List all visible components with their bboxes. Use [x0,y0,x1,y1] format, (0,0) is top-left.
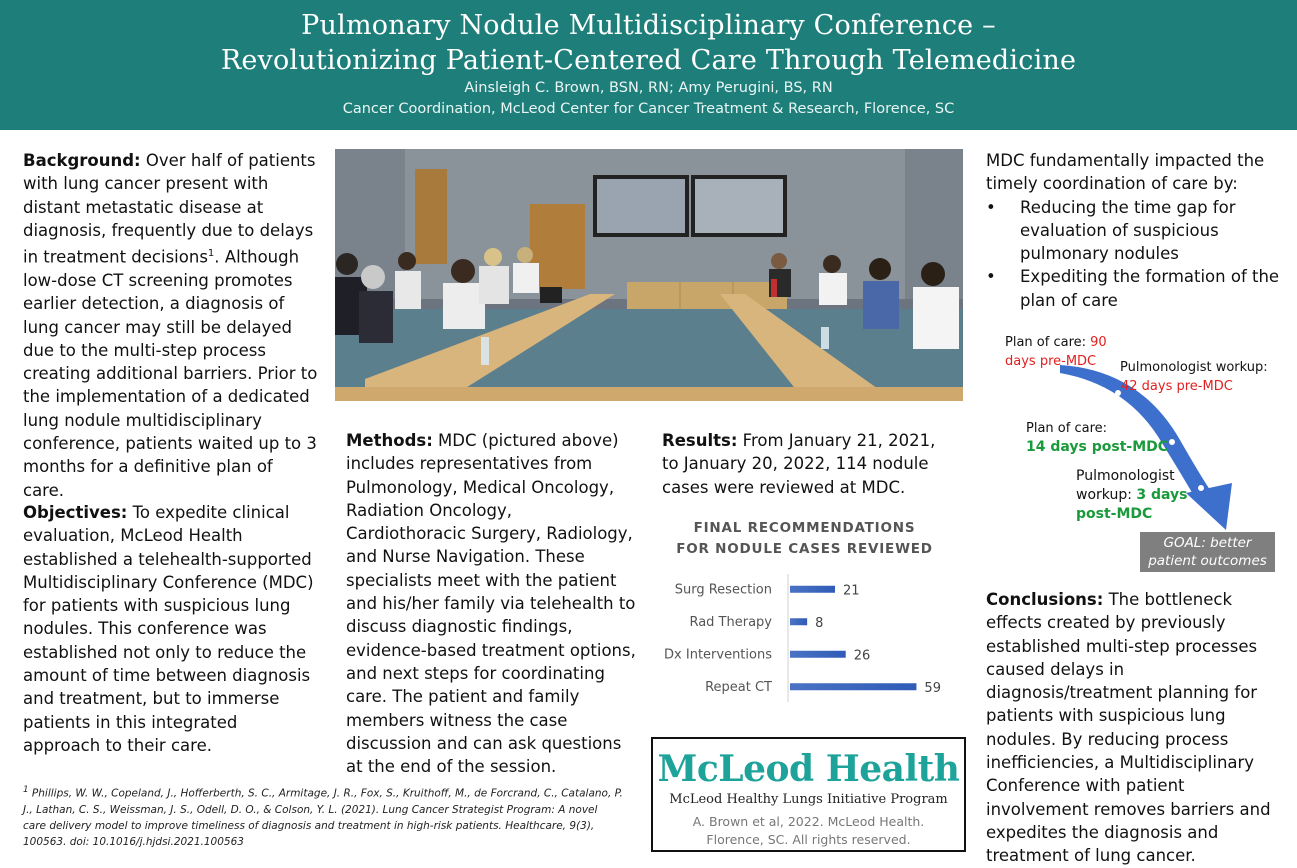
chart-value-label: 26 [853,648,871,664]
chart-bar [790,618,807,625]
background-text-a: Over half of patients with lung cancer present with distant metastatic disease at diagnosis, frequently due to delays in treatment decisions [23,151,316,267]
reference-number: 1 [23,785,29,795]
methods-section [346,429,636,778]
mcleod-logo-box [651,737,966,852]
chart-title-line-1: FINAL RECOMMENDATIONS [693,520,916,536]
objectives-text: To expedite clinical evaluation, McLeod Health established a telehealth-supported Multidisciplinary Conference (MDC) for patients with suspicious lung nodules. This conference was established not only to reduce the amount of time between diagnosis and treatment, but to immerse patients in this integrated approach to their care. [23,503,314,755]
chart-bar [790,586,835,593]
goal-line-2: patient outcomes [1148,553,1267,569]
conclusions-section [986,588,1286,868]
flow-plan-of-care-pre [1005,333,1107,371]
mdc-impact-intro: MDC fundamentally impacted the timely coordination of care by: [986,151,1265,194]
conclusions-text: The bottleneck effects created by previously established multi-step processes caused delays in diagnosis/treatment planning for patients with suspicious lung nodules. By reducing process inefficiencies, a Multidisciplinary Conference with patient involvement removes barriers and expedites the diagnosis and treatment of lung cancer. [986,590,1271,866]
chart-title [662,518,947,560]
chart-category-label: Dx Interventions [664,647,772,663]
chart-bar [790,651,846,658]
chart-title-line-2: FOR NODULE CASES REVIEWED [676,541,933,557]
affiliation: Cancer Coordination, McLeod Center for Cancer Treatment & Research, Florence, SC [342,101,955,117]
authors: Ainsleigh C. Brown, BSN, RN; Amy Perugini, BS, RN [464,80,833,96]
flow-item4-label-a: Pulmonologist [1076,468,1175,484]
mcleod-health-logo: McLeod Health [657,748,960,790]
methods-text: MDC (pictured above) includes representatives from Pulmonology, Medical Oncology, Radiation Oncology, Cardiothoracic Surgery, Radiology, and Nurse Navigation. These specialists meet with the patient and his/her family via telehealth to discuss diagnostic findings, evidence-based treatment options, and next steps for coordinating care. The patient and family members witness the case discussion and can ask questions at the end of the session. [346,431,636,777]
results-text: From January 21, 2021, to January 20, 2022, 114 nodule cases were reviewed at MDC. [662,431,936,497]
flow-item4-value-a: 3 days [1136,487,1188,503]
chart-category-label: Repeat CT [705,679,772,695]
mdc-impact-section [986,149,1286,312]
mdc-impact-bullet: • Reducing the time gap for evaluation of suspicious pulmonary nodules [986,196,1286,266]
flow-plan-of-care-post [1026,419,1168,457]
goal-line-1: GOAL: better [1163,535,1252,551]
reference-text: Phillips, W. W., Copeland, J., Hofferberth, S. C., Armitage, J. R., Fox, S., Kruithoff, M., de Forcrand, C., Catalano, P. J., Lathan, C. S., Weissman, J. S., Odell, D. O., & Colson, Y. L. (2021). Lung Cancer Strategist Program: A novel care delivery model to improve timeliness of diagnosis and treatment in high-risk patients. Healthcare, 9(3), 100563. doi: 10.1016/j.hjdsi.2021.100563 [23,787,623,848]
title-line-1: Pulmonary Nodule Multidisciplinary Conference – [301,10,996,41]
conference-room-photo [335,149,963,401]
chart-value-label: 8 [815,615,824,631]
background-text-b: . Although low-dose CT screening promotes earlier detection, a diagnosis of lung cancer may still be delayed due to the multi-step process creating additional barriers. Prior to the implementation of a dedicated lung nodule multidisciplinary conference, patients waited up to 3 months for a definitive plan of care. [23,247,318,500]
objectives-heading: Objectives: [23,503,128,522]
flow-item4-label-b: workup: [1076,487,1137,503]
flow-item1-value-a: 90 [1090,335,1107,350]
chart-category-label: Rad Therapy [689,614,772,630]
background-heading: Background: [23,151,141,170]
results-heading: Results: [662,431,738,450]
flow-item2-label: Pulmonologist workup: [1120,360,1268,375]
background-citation: 1 [207,248,215,260]
chart-value-label: 21 [843,583,860,599]
recommendations-bar-chart [650,570,950,710]
conclusions-heading: Conclusions: [986,590,1104,609]
chart-category-label: Surg Resection [674,582,772,598]
chart-value-label: 59 [924,680,941,696]
conference-photo-illustration [335,149,963,401]
timeline-marker [1198,485,1204,491]
flow-workup-post [1076,467,1188,524]
mdc-impact-bullet: • Expediting the formation of the plan of care [986,265,1286,312]
mdc-impact-list [986,196,1286,312]
reference-footnote [23,782,623,850]
methods-heading: Methods: [346,431,433,450]
program-name: McLeod Healthy Lungs Initiative Program [669,792,948,807]
flow-item2-value: 42 days pre-MDC [1121,379,1233,394]
credit-line-1: A. Brown et al, 2022. McLeod Health. [692,814,925,829]
timeline-marker [1169,439,1175,445]
poster-title [0,0,1297,78]
title-line-2: Revolutionizing Patient-Centered Care Through Telemedicine [220,45,1077,76]
flow-item4-value-b: post-MDC [1076,506,1153,522]
flow-item3-value: 14 days post-MDC [1026,439,1169,455]
flow-item3-label: Plan of care: [1026,421,1108,436]
flow-workup-pre [1120,358,1268,396]
poster-header [0,0,1297,130]
flow-item1-value-b: days pre-MDC [1005,354,1097,369]
goal-box [1140,532,1275,572]
background-section [23,149,318,502]
objectives-section [23,501,318,757]
timeline-flow-diagram [990,325,1290,580]
results-section [662,429,952,499]
credit-line-2: Florence, SC. All rights reserved. [706,832,911,847]
chart-bar [790,683,916,690]
flow-item1-label: Plan of care: [1005,335,1091,350]
